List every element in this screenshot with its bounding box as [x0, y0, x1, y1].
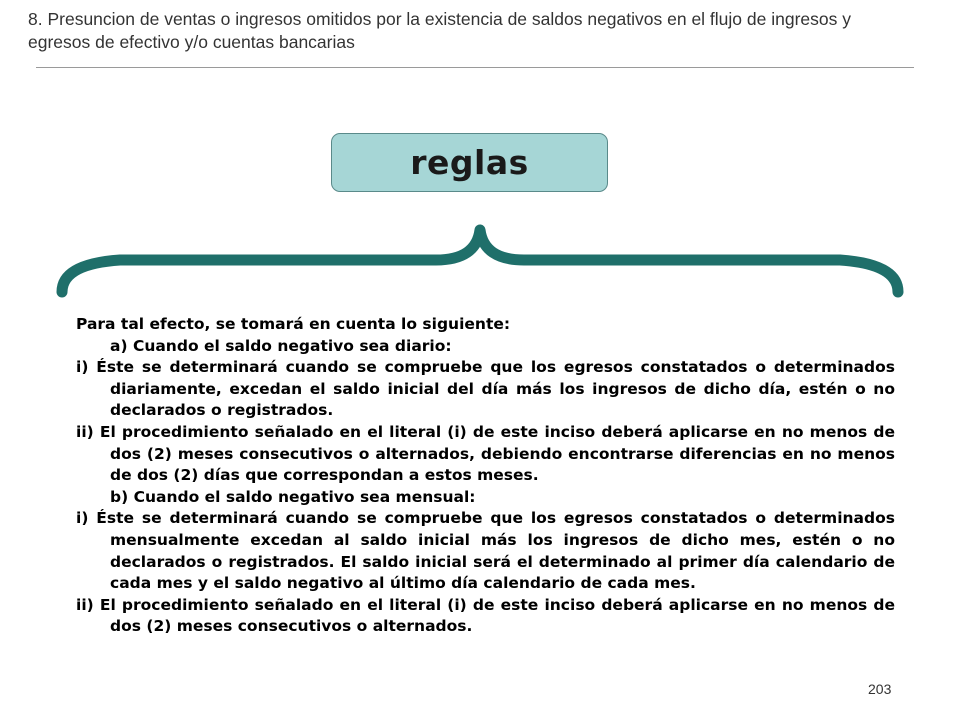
reglas-box — [331, 133, 608, 192]
section-b-item-i: i) Éste se determinará cuando se compruebe que los egresos constatados o determinados mensualmente excedan al saldo inicial más los ingresos de dicho mes, estén o no declarados o registrados. El saldo inicial será el determinado al primer día calendario de cada mes y el saldo negativo al último día calendario de cada mes. — [76, 509, 895, 593]
page-number: 203 — [868, 681, 892, 697]
section-a-item-i: i) Éste se determinará cuando se compruebe que los egresos constatados o determinados diariamente, excedan el saldo inicial del día más los ingresos de dicho día, estén o no declarados o registrados. — [76, 358, 895, 420]
section-b-heading: b) Cuando el saldo negativo sea mensual: — [110, 487, 476, 506]
section-a-heading: a) Cuando el saldo negativo sea diario: — [110, 336, 452, 355]
title-divider — [36, 67, 914, 68]
curly-brace-shape — [40, 220, 920, 300]
section-a-item-ii: ii) El procedimiento señalado en el literal (i) de este inciso deberá aplicarse en no menos de dos (2) meses consecutivos o alternados, debiendo encontrarse diferencias en no menos de dos (2) días que correspondan a estos meses. — [76, 422, 895, 485]
curly-brace-path — [62, 230, 898, 292]
reglas-label: reglas — [410, 143, 529, 182]
intro-text: Para tal efecto, se tomará en cuenta lo siguiente: — [76, 315, 511, 333]
rules-text — [76, 314, 895, 638]
section-b-item-ii: ii) El procedimiento señalado en el literal (i) de este inciso deberá aplicarse en no menos de dos (2) meses consecutivos o alternados. — [76, 595, 895, 636]
slide-title: 8. Presuncion de ventas o ingresos omitidos por la existencia de saldos negativos en el flujo de ingresos y egresos de efectivo y/o cuentas bancarias — [28, 9, 851, 52]
